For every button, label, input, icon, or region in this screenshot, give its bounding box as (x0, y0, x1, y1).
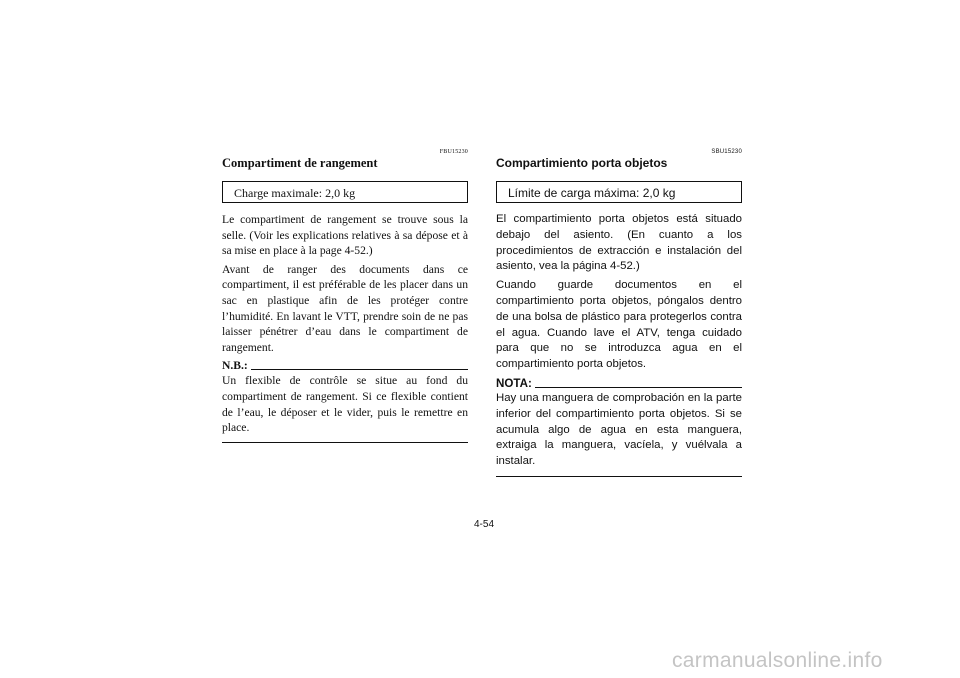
section-heading: Compartimiento porta objetos (496, 156, 668, 170)
paragraph-location: Le compartiment de rangement se trouve sous la selle. (Voir les explications relatives à sa dépose et à sa mise en place à la page 4-52.) (222, 213, 468, 258)
note-header (222, 359, 468, 373)
section-code: FBU15230 (439, 149, 468, 155)
note-header (496, 377, 742, 391)
max-load-box: Límite de carga máxima: 2,0 kg (496, 181, 742, 203)
note-rule (535, 387, 742, 388)
paragraph-documents: Cuando guarde documentos en el compartimiento porta objetos, póngalos dentro de una bolsa de plástico para protegerlos contra el agua. Cuando lave el ATV, tenga cuidado para que no se introduzca agua en el compartimiento porta objetos. (496, 279, 742, 371)
note-text: Hay una manguera de comprobación en la parte inferior del compartimiento porta objetos. Si se acumula algo de agua en esta manguera, extraiga la manguera, vacíela, y vuélvala a instalar. (496, 391, 742, 468)
section-heading: Compartiment de rangement (222, 156, 378, 170)
french-column (222, 148, 468, 443)
paragraph-location: El compartimiento porta objetos está situado debajo del asiento. (En cuanto a los procedimientos de extracción e instalación del asiento, vea la página 4-52.) (496, 213, 742, 273)
note-rule (251, 369, 468, 370)
note-end-rule (496, 476, 742, 477)
note-end-rule (222, 442, 468, 443)
note-text: Un flexible de contrôle se situe au fond du compartiment de rangement. Si ce flexible contient de l’eau, le déposer et le vider, puis le remettre en place. (222, 374, 468, 435)
page-number: 4-54 (473, 519, 494, 530)
watermark: carmanualsonline.info (672, 649, 883, 672)
paragraph-documents: Avant de ranger des documents dans ce compartiment, il est préférable de les placer dans un sac en plastique afin de les protéger contre l’humidité. En lavant le VTT, prendre soin de ne pas laisser pénétrer d’eau dans le compartiment de rangement. (222, 262, 468, 354)
max-load-box: Charge maximale: 2,0 kg (222, 181, 468, 203)
spanish-column (496, 148, 742, 477)
section-code: SBU15230 (711, 149, 742, 155)
note-label: N.B.: (222, 359, 248, 373)
note-label: NOTA: (496, 376, 532, 390)
